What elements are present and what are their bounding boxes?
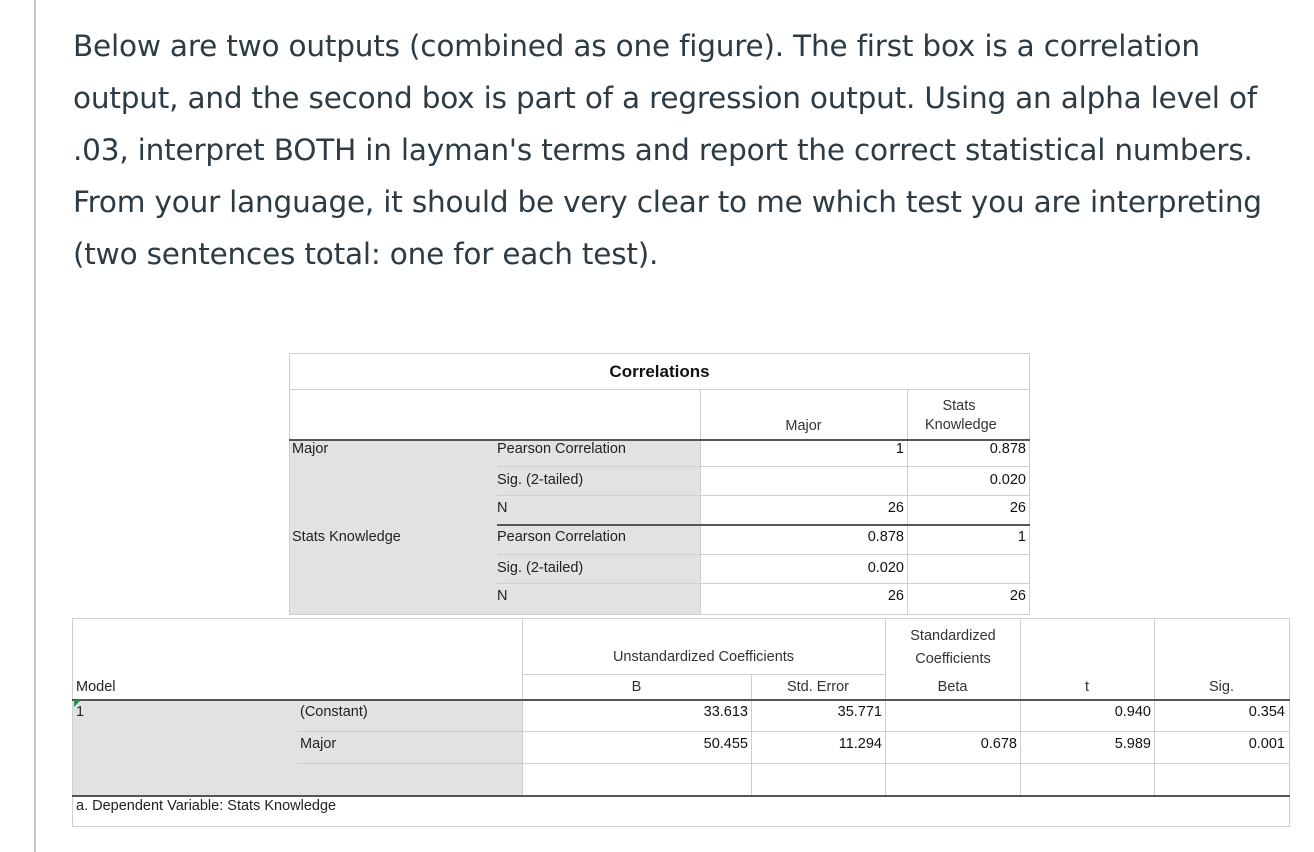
row-group-major: Major: [292, 441, 329, 457]
cell-sig: 0.001: [1248, 736, 1285, 752]
cell-std-error: 35.771: [837, 704, 882, 720]
col-sig: Sig.: [1209, 679, 1234, 695]
correlations-col-stats-knowledge: Stats Knowledge: [925, 398, 997, 433]
cell-b: 50.455: [703, 736, 748, 752]
row-stat-label: Pearson Correlation: [497, 441, 626, 457]
cell-stats: 26: [1009, 500, 1026, 516]
correlations-col-major: Major: [785, 418, 822, 434]
cell-stats: 1: [1017, 529, 1026, 545]
model-number: 1: [76, 704, 85, 720]
correlations-right-border: [1029, 353, 1030, 615]
cell-beta: 0.678: [980, 736, 1017, 752]
correlations-title: Correlations: [609, 362, 710, 381]
question-text: Below are two outputs (combined as one figure). The first box is a correlation output, and the second box is part of a regression output. Using an alpha level of .03, interpret BOTH in layman's terms and report the correct statistical numbers. From your language, it should be very clear to me which test you are interpreting (two sentences total: one for each test).: [73, 29, 1262, 271]
coefficients-footnote: a. Dependent Variable: Stats Knowledge: [76, 798, 337, 814]
cell-major: 0.878: [867, 529, 904, 545]
cell-b: 33.613: [703, 704, 748, 720]
row-group-stats-knowledge: Stats Knowledge: [292, 529, 401, 545]
standardized-coefficients-header: Standardized Coefficients: [910, 628, 996, 667]
cell-sig: 0.354: [1248, 704, 1285, 720]
correlations-row-label-area: [290, 441, 700, 615]
row-stat-label: N: [497, 500, 508, 516]
cell-stats: 0.020: [989, 472, 1026, 488]
cell-t: 0.940: [1114, 704, 1151, 720]
cell-major: 0.020: [867, 560, 904, 576]
row-stat-label: N: [497, 588, 508, 604]
col-model: Model: [76, 679, 116, 695]
cell-major: 26: [887, 500, 904, 516]
cell-major: 26: [887, 588, 904, 604]
row-stat-label: Sig. (2-tailed): [497, 560, 584, 576]
cell-std-error: 11.294: [838, 736, 882, 752]
cell-t: 5.989: [1114, 736, 1151, 752]
cell-major: 1: [895, 441, 904, 457]
col-b: B: [631, 679, 642, 695]
cell-stats: 0.878: [989, 441, 1026, 457]
row-stat-label: Pearson Correlation: [497, 529, 626, 545]
content-left-border: [34, 0, 36, 852]
unstandardized-coefficients-header: Unstandardized Coefficients: [612, 649, 795, 665]
correlations-top-border: [289, 353, 1030, 354]
cell-stats: 26: [1009, 588, 1026, 604]
row-label-constant: (Constant): [300, 704, 368, 720]
col-t: t: [1084, 679, 1090, 695]
col-std-error: Std. Error: [786, 679, 850, 695]
row-label-major: Major: [300, 736, 337, 752]
col-beta: Beta: [937, 679, 968, 695]
row-stat-label: Sig. (2-tailed): [497, 472, 584, 488]
coefficients-row-label-area: [73, 701, 522, 795]
